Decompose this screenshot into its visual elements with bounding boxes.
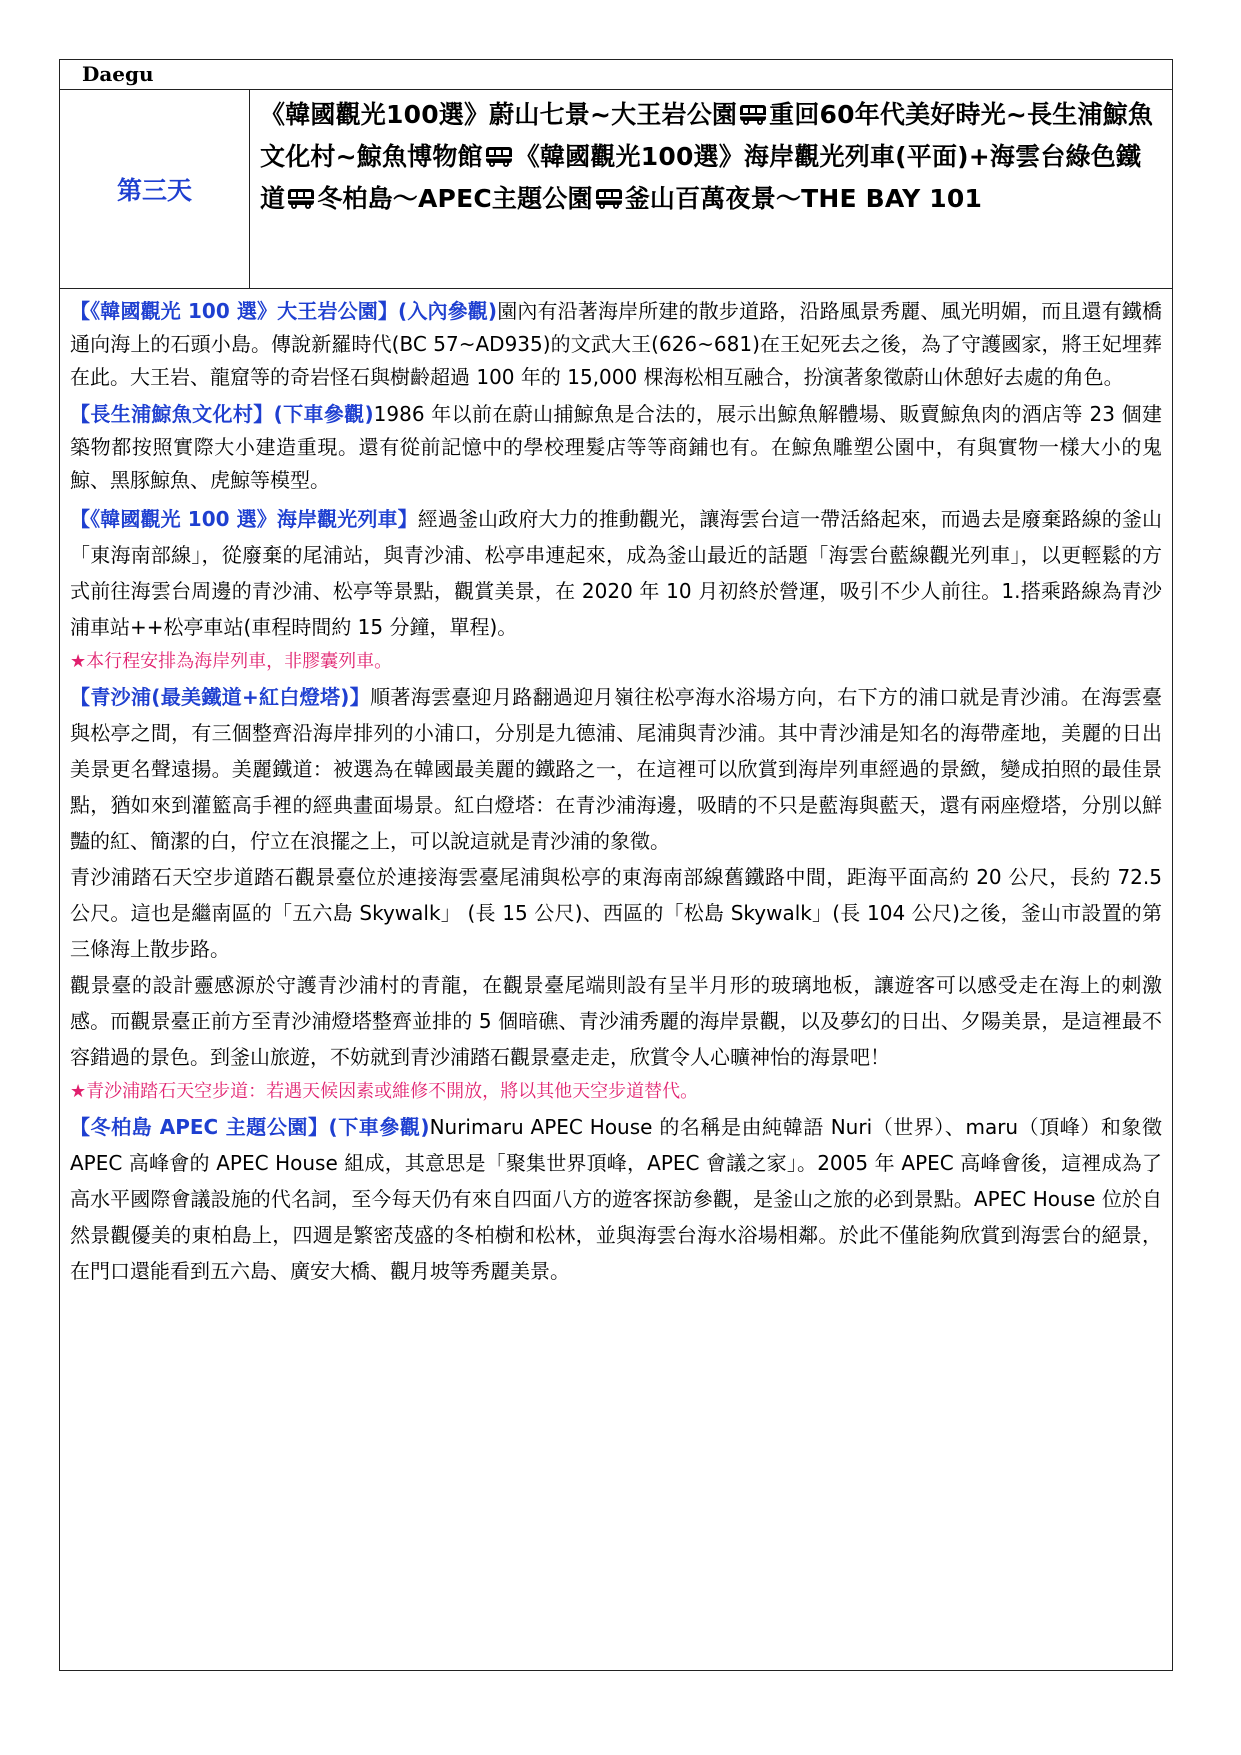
title-segment: 《韓國觀光100選》海岸觀光列車(平面)+海雲台綠色鐵道	[260, 142, 1142, 213]
title-segment: 重回60年代美好時光~長生浦鯨魚文化村~鯨魚博物館	[260, 100, 1154, 171]
section-text: 園內有沿著海岸所建的散步道路，沿路風景秀麗、風光明媚，而且還有鐵橋通向海上的石頭小島。傳說新羅時代(BC 57~AD935)的文武大王(626~681)在王妃死去之後，為了守護國家，將王妃埋葬在此。大王岩、龍窟等的奇岩怪石與樹齡超過 100 年的 15,000 棵海松相互融合，扮演著象徵蔚山休憩好去處的角色。	[70, 299, 1162, 389]
section-cheongsapo	[70, 679, 1162, 859]
section-text: Nurimaru APEC House 的名稱是由純韓語 Nuri（世界）、maru（頂峰）和象徵 APEC 高峰會的 APEC House 組成，其意思是「聚集世界頂峰，APEC 會議之家」。2005 年 APEC 高峰會後，這裡成為了高水平國際會議設施的代名詞，至今每天仍有來自四面八方的遊客探訪參觀，是釜山之旅的必到景點。APEC House 位於自然景觀優美的東柏島上，四週是繁密茂盛的冬柏樹和松林，並與海雲台海水浴場相鄰。於此不僅能夠欣賞到海雲台的絕景，在門口還能看到五六島、廣安大橋、觀月坡等秀麗美景。	[70, 1115, 1162, 1283]
section-whale-village	[70, 398, 1162, 497]
title-segment: 冬柏島～APEC主題公園	[317, 184, 593, 213]
section-text: 順著海雲臺迎月路翻過迎月嶺往松亭海水浴場方向，右下方的浦口就是青沙浦。在海雲臺與松亭之間，有三個整齊沿海岸排列的小浦口，分別是九德浦、尾浦與青沙浦。其中青沙浦是知名的海帶產地，美麗的日出美景更名聲遠揚。美麗鐵道：被選為在韓國最美麗的鐵路之一，在這裡可以欣賞到海岸列車經過的景緻，變成拍照的最佳景點，猶如來到灌籃高手裡的經典畫面場景。紅白燈塔：在青沙浦海邊，吸睛的不只是藍海與藍天，還有兩座燈塔，分別以鮮豔的紅、簡潔的白，佇立在浪擺之上，可以說這就是青沙浦的象徵。	[70, 685, 1162, 853]
day-header-row	[60, 90, 1172, 289]
title-segment: 《韓國觀光100選》蔚山七景~大王岩公園	[260, 100, 738, 129]
bus-icon	[739, 104, 767, 126]
bus-icon	[595, 188, 623, 210]
itinerary-table	[59, 59, 1173, 1671]
section-heading: 【長生浦鯨魚文化村】(下車參觀)	[70, 402, 374, 426]
bus-icon	[287, 188, 315, 210]
itinerary-body	[60, 289, 1172, 1289]
section-heading: 【《韓國觀光 100 選》海岸觀光列車】	[70, 507, 418, 531]
bus-icon	[485, 146, 513, 168]
section-skywalk: 青沙浦踏石天空步道踏石觀景臺位於連接海雲臺尾浦與松亭的東海南部線舊鐵路中間，距海平面高約 20 公尺，長約 72.5 公尺。這也是繼南區的「五六島 Skywalk」 (長 15 公尺)、西區的「松島 Skywalk」(長 104 公尺)之後，釜山市設置的第三條海上散步路。	[70, 865, 1162, 961]
section-heading: 【《韓國觀光 100 選》大王岩公園】(入內參觀)	[70, 299, 498, 323]
train-note: ★本行程安排為海岸列車，非膠囊列車。	[70, 651, 393, 672]
section-heading: 【冬柏島 APEC 主題公園】(下車參觀)	[70, 1115, 430, 1139]
section-observatory: 觀景臺的設計靈感源於守護青沙浦村的青龍，在觀景臺尾端則設有呈半月形的玻璃地板，讓遊客可以感受走在海上的刺激感。而觀景臺正前方至青沙浦燈塔整齊並排的 5 個暗礁、青沙浦秀麗的海岸景觀，以及夢幻的日出、夕陽美景，是這裡最不容錯過的景色。到釜山旅遊，不妨就到青沙浦踏石觀景臺走走，欣賞令人心曠神怡的海景吧！	[70, 973, 1162, 1069]
section-text: 經過釜山政府大力的推動觀光，讓海雲台這一帶活絡起來，而過去是廢棄路線的釜山「東海南部線」，從廢棄的尾浦站，與青沙浦、松亭串連起來，成為釜山最近的話題「海雲台藍線觀光列車」，以更輕鬆的方式前往海雲台周邊的青沙浦、松亭等景點，觀賞美景，在 2020 年 10 月初終於營運，吸引不少人前往。1.搭乘路線為青沙浦車站++松亭車站(車程時間約 15 分鐘，單程)。	[70, 507, 1162, 639]
section-apec	[70, 1109, 1162, 1289]
section-daewangam	[70, 295, 1162, 394]
title-segment: 釜山百萬夜景～THE BAY 101	[624, 184, 983, 213]
day-title	[250, 90, 1172, 288]
section-text: 1986 年以前在蔚山捕鯨魚是合法的，展示出鯨魚解體場、販賣鯨魚肉的酒店等 23 個建築物都按照實際大小建造重現。還有從前記憶中的學校理髮店等等商鋪也有。在鯨魚雕塑公園中，有與實物一樣大小的鬼鯨、黑豚鯨魚、虎鯨等模型。	[70, 402, 1163, 492]
section-coastal-train	[70, 501, 1162, 645]
day-label: 第三天	[60, 90, 250, 288]
city-label: Daegu	[60, 60, 1172, 90]
section-heading: 【青沙浦(最美鐵道+紅白燈塔)】	[70, 685, 371, 709]
skywalk-note: ★青沙浦踏石天空步道：若遇天候因素或維修不開放，將以其他天空步道替代。	[70, 1081, 699, 1102]
